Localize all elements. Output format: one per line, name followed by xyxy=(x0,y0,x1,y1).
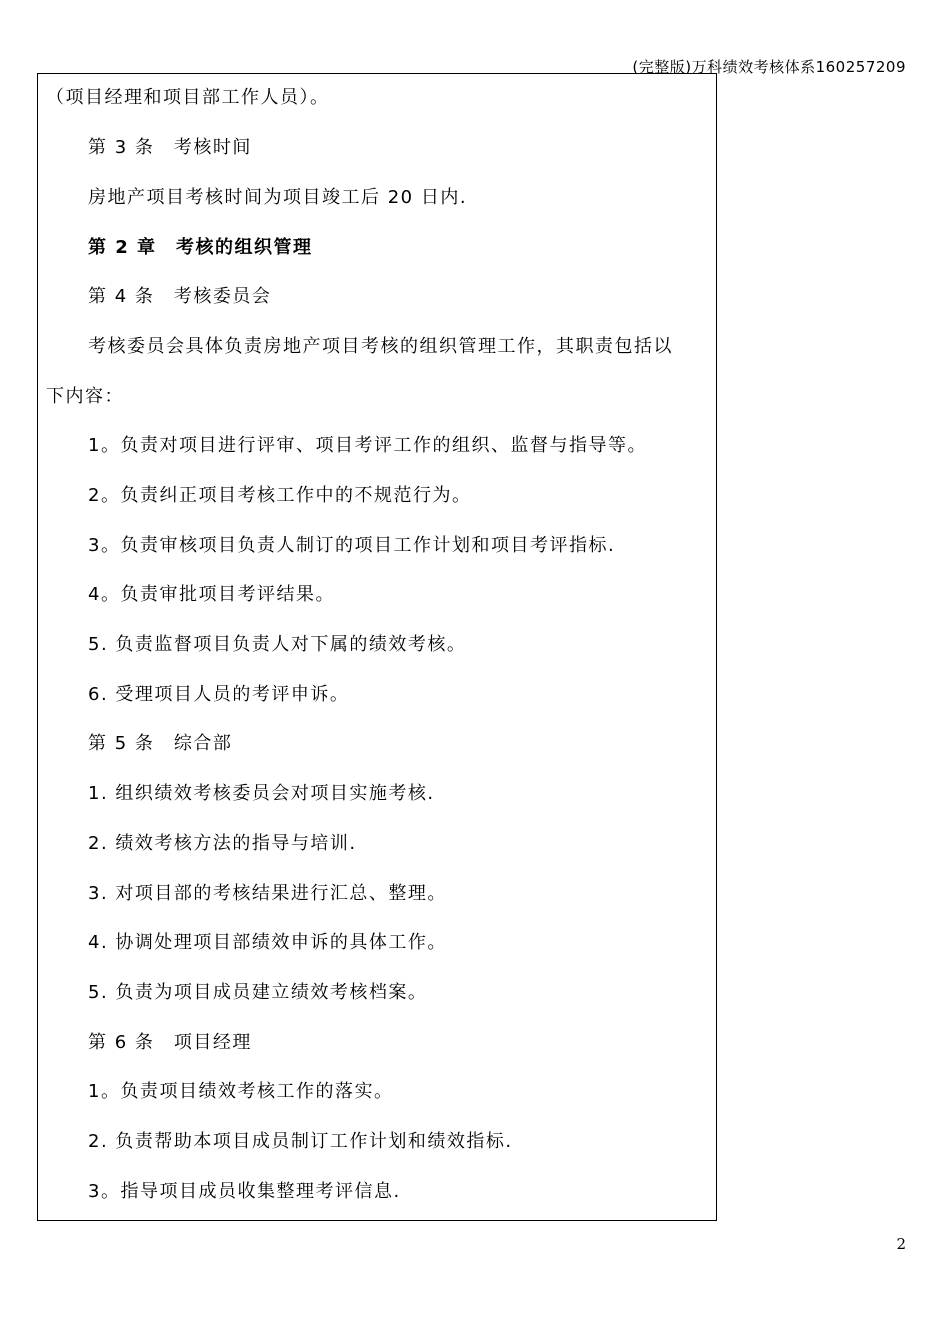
article-heading: 第 5 条 综合部 xyxy=(88,733,233,754)
page-number: 2 xyxy=(896,1235,906,1253)
list-item: 4。负责审批项目考评结果。 xyxy=(88,584,335,605)
text-line: （项目经理和项目部工作人员）。 xyxy=(46,87,330,108)
list-item: 1。负责对项目进行评审、项目考评工作的组织、监督与指导等。 xyxy=(88,435,647,456)
article-heading: 第 4 条 考核委员会 xyxy=(88,286,272,307)
list-item: 5. 负责为项目成员建立绩效考核档案。 xyxy=(88,982,428,1003)
article-heading: 第 3 条 考核时间 xyxy=(88,137,252,158)
list-item: 4. 协调处理项目部绩效申诉的具体工作。 xyxy=(88,932,447,953)
text-line: 房地产项目考核时间为项目竣工后 20 日内. xyxy=(88,187,468,208)
article-heading: 第 6 条 项目经理 xyxy=(88,1032,252,1053)
list-item: 3。指导项目成员收集整理考评信息. xyxy=(88,1181,401,1202)
list-item: 5. 负责监督项目负责人对下属的绩效考核。 xyxy=(88,634,467,655)
list-item: 2。负责纠正项目考核工作中的不规范行为。 xyxy=(88,485,472,506)
list-item: 3. 对项目部的考核结果进行汇总、整理。 xyxy=(88,883,447,904)
text-line: 考核委员会具体负责房地产项目考核的组织管理工作，其职责包括以 xyxy=(88,336,673,357)
list-item: 2. 绩效考核方法的指导与培训. xyxy=(88,833,357,854)
document-header-title: (完整版)万科绩效考核体系160257209 xyxy=(632,58,906,76)
content-frame xyxy=(37,73,717,1221)
list-item: 2. 负责帮助本项目成员制订工作计划和绩效指标. xyxy=(88,1131,513,1152)
text-line: 下内容： xyxy=(46,386,124,407)
chapter-heading: 第 2 章 考核的组织管理 xyxy=(88,237,313,258)
list-item: 6. 受理项目人员的考评申诉。 xyxy=(88,684,350,705)
list-item: 3。负责审核项目负责人制订的项目工作计划和项目考评指标. xyxy=(88,535,616,556)
list-item: 1。负责项目绩效考核工作的落实。 xyxy=(88,1081,394,1102)
list-item: 1. 组织绩效考核委员会对项目实施考核. xyxy=(88,783,435,804)
